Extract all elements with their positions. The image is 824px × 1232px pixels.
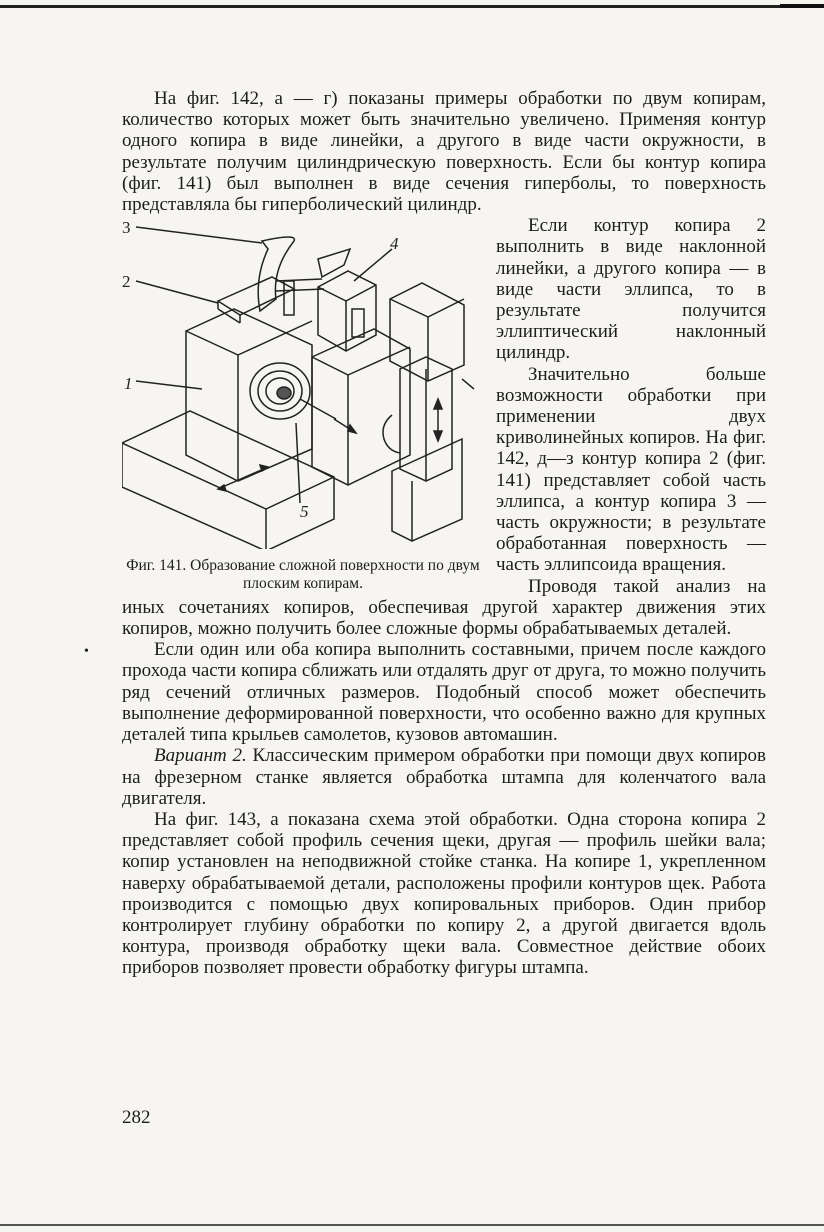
paragraph-5: Если один или оба копира выполнить составными, причем после каждого прохода части копира сближать или отдалять друг от друга, то можно получить ряд сечений отличных размеров. Подобный способ может обеспечить выполнение деформированной поверхности, что особенно важно для крупных деталей типа крыльев самолетов, кузовов автомашин. bbox=[122, 639, 766, 746]
cutter-head-4 bbox=[318, 271, 376, 351]
page-body bbox=[122, 88, 766, 979]
carriage-block bbox=[312, 329, 410, 485]
paragraph-3: Значительно больше возможности обработки при применении двух криволинейных копиров. На фиг. 142, д—з контур копира 2 (фиг. 141) представляет собой часть эллипса, а контур копира 3 — часть окружности; в результате обработанная поверхность — часть эллипсоида вращения. bbox=[496, 363, 766, 576]
figure-141 bbox=[122, 219, 484, 593]
label-3: 3 bbox=[122, 219, 131, 238]
paragraph-7: На фиг. 143, а показана схема этой обработки. Одна сторона копира 2 представляет собой профиль сечения щеки, другая — профиль шейки вала; копир установлен на неподвижной стойке станка. На копире 1, укрепленном наверху обрабатываемой детали, расположены профили контуров щек. Работа производится с помощью двух копировальных приборов. Один прибор контролирует глубину обработки по копиру 2, а другой двигается вдоль контура, производя обработку щеки вала. Совместное действие обоих приборов позволяет провести обработку фигуры штампа. bbox=[122, 808, 766, 979]
base-slab-outline bbox=[122, 411, 334, 549]
label-1: 1 bbox=[124, 374, 133, 394]
variant-heading: Вариант 2. bbox=[154, 745, 247, 767]
bottom-rule bbox=[0, 1224, 824, 1226]
paragraph-6-text: Классическим примером обработки при помощи двух копиров на фрезерном станке является обработка штампа для коленчатого вала двигателя. bbox=[122, 745, 766, 809]
top-rule-corner bbox=[780, 4, 824, 8]
paragraph-2: Если контур копира 2 выполнить в виде наклонной линейки, а другого копира — в виде части эллипса, то в результате получится эллиптический наклонный цилиндр. bbox=[496, 215, 766, 364]
label-5: 5 bbox=[300, 502, 309, 522]
label-2: 2 bbox=[122, 272, 131, 292]
column-top bbox=[390, 283, 464, 381]
copier-3 bbox=[258, 237, 294, 311]
paragraph-4: Проводя такой анализ на иных сочетаниях копиров, обеспечивая другой характер движения этих копиров, можно получить более сложные формы обрабатываемых деталей. bbox=[122, 575, 766, 640]
label-4: 4 bbox=[390, 234, 399, 254]
paragraph-6 bbox=[122, 745, 766, 809]
paragraph-1: На фиг. 142, а — г) показаны примеры обработки по двум копирам, количество которых может быть значительно увеличено. Применяя контур одного копира в виде линейки, а другого в виде части окружности, в результате получим цилиндрическую поверхность. Если бы контур копира (фиг. 141) был выполнен в виде сечения гиперболы, то поверхность представляла бы гиперболический цилиндр. bbox=[122, 88, 766, 216]
figure-caption: Фиг. 141. Образование сложной поверхности по двум плоским копирам. bbox=[126, 557, 480, 593]
page-number: 282 bbox=[122, 1107, 151, 1128]
copier-2-plate bbox=[218, 277, 294, 315]
margin-bullet: • bbox=[84, 644, 89, 659]
machine-diagram bbox=[122, 219, 484, 549]
top-rule bbox=[0, 5, 824, 8]
